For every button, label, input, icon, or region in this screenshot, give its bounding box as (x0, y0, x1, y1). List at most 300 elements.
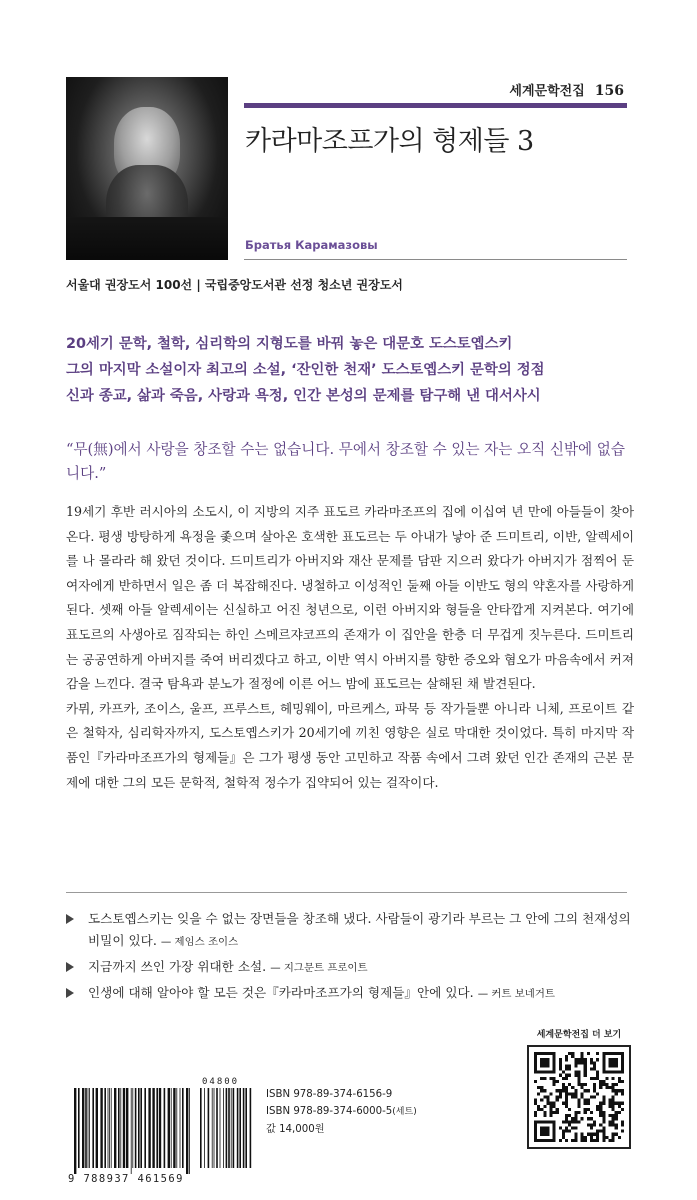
qr-module (621, 1080, 624, 1083)
barcode-bar (204, 1088, 205, 1168)
qr-module (543, 1105, 546, 1108)
qr-module (540, 1126, 543, 1129)
qr-module (612, 1077, 615, 1080)
synopsis (66, 500, 634, 795)
qr-module (615, 1123, 618, 1126)
qr-module (593, 1077, 596, 1080)
qr-module (602, 1117, 605, 1120)
qr-module (615, 1083, 618, 1086)
qr-module (621, 1120, 624, 1123)
qr-module (543, 1061, 546, 1064)
qr-module (565, 1139, 568, 1142)
qr-module (612, 1108, 615, 1111)
qr-module (590, 1117, 593, 1120)
qr-module (599, 1123, 602, 1126)
qr-module (562, 1130, 565, 1133)
qr-module (605, 1052, 608, 1055)
qr-module (602, 1064, 605, 1067)
qr-module (534, 1064, 537, 1067)
qr-module (602, 1139, 605, 1142)
qr-module (574, 1071, 577, 1074)
highlights (66, 331, 545, 409)
qr-module (546, 1099, 549, 1102)
qr-module (621, 1123, 624, 1126)
qr-module (574, 1114, 577, 1117)
qr-module (612, 1120, 615, 1123)
qr-module (612, 1117, 615, 1120)
barcode-bar (180, 1088, 181, 1168)
qr-module (584, 1111, 587, 1114)
qr-module (593, 1123, 596, 1126)
barcode-bar (96, 1088, 98, 1168)
qr-module (574, 1061, 577, 1064)
qr-module (590, 1123, 593, 1126)
qr-module (621, 1071, 624, 1074)
qr-module (621, 1061, 624, 1064)
qr-module (621, 1089, 624, 1092)
barcode-bar (120, 1088, 121, 1168)
qr-module (593, 1068, 596, 1071)
price: 값 14,000원 (266, 1124, 325, 1135)
qr-module (602, 1120, 605, 1123)
qr-module (553, 1071, 556, 1074)
review-item (66, 908, 632, 953)
qr-module (593, 1133, 596, 1136)
qr-module (602, 1068, 605, 1071)
barcode-bar (140, 1088, 142, 1168)
barcode-bar (126, 1088, 128, 1168)
qr-module (618, 1077, 621, 1080)
qr-module (581, 1092, 584, 1095)
qr-module (571, 1139, 574, 1142)
qr-module (556, 1099, 559, 1102)
qr-module (596, 1130, 599, 1133)
qr-module (540, 1077, 543, 1080)
qr-module (584, 1139, 587, 1142)
barcode-bar (168, 1088, 170, 1168)
qr-module (599, 1130, 602, 1133)
qr-module (618, 1102, 621, 1105)
qr-module (546, 1052, 549, 1055)
qr-module (577, 1120, 580, 1123)
qr-module (612, 1095, 615, 1098)
qr-module (562, 1077, 565, 1080)
qr-module (559, 1095, 562, 1098)
series-number: 156 (594, 83, 624, 99)
qr-module (550, 1071, 553, 1074)
qr-module (581, 1095, 584, 1098)
qr-module (550, 1052, 553, 1055)
barcode-bar (200, 1088, 202, 1168)
barcode-bar (100, 1088, 102, 1168)
qr-module (571, 1126, 574, 1129)
qr-module (581, 1136, 584, 1139)
barcode-bar (164, 1088, 166, 1168)
qr-module (584, 1136, 587, 1139)
qr-module (574, 1058, 577, 1061)
review-text: 도스토옙스키는 잊을 수 없는 장면들을 창조해 냈다. 사람들이 광기라 부르는 그 안에 그의 천재성의 비밀이 있다. (88, 911, 631, 948)
barcode-bar (108, 1088, 109, 1168)
qr-module (590, 1058, 593, 1061)
qr-module (534, 1136, 537, 1139)
qr-module (553, 1133, 556, 1136)
qr-module (543, 1089, 546, 1092)
qr-module (599, 1111, 602, 1114)
qr-module (565, 1105, 568, 1108)
isbn-set-line (266, 1103, 417, 1121)
qr-module (605, 1083, 608, 1086)
qr-module (602, 1130, 605, 1133)
qr-module (574, 1111, 577, 1114)
qr-module (593, 1139, 596, 1142)
qr-module (602, 1061, 605, 1064)
qr-module (562, 1120, 565, 1123)
qr-module (540, 1133, 543, 1136)
qr-module (605, 1077, 608, 1080)
qr-module (621, 1058, 624, 1061)
qr-module (550, 1114, 553, 1117)
qr-module (577, 1105, 580, 1108)
qr-module (553, 1080, 556, 1083)
qr-module (596, 1052, 599, 1055)
qr-module (565, 1064, 568, 1067)
qr-module (553, 1061, 556, 1064)
qr-module (608, 1139, 611, 1142)
qr-module (608, 1123, 611, 1126)
qr-module (534, 1080, 537, 1083)
qr-module (565, 1089, 568, 1092)
qr-module (565, 1102, 568, 1105)
barcode-bar (214, 1088, 215, 1168)
qr-module (581, 1061, 584, 1064)
qr-module (602, 1099, 605, 1102)
qr-module (615, 1111, 618, 1114)
qr-module (574, 1126, 577, 1129)
qr-module (543, 1095, 546, 1098)
qr-module (568, 1068, 571, 1071)
qr-module (612, 1058, 615, 1061)
qr-module (581, 1083, 584, 1086)
qr-module (593, 1064, 596, 1067)
qr-module (618, 1089, 621, 1092)
qr-module (587, 1108, 590, 1111)
qr-module (540, 1099, 543, 1102)
barcode-addon-number: 04800 (202, 1077, 240, 1087)
barcode-bar (176, 1088, 177, 1168)
qr-module (568, 1052, 571, 1055)
qr-pattern (534, 1052, 624, 1142)
recommendation-line: 서울대 권장도서 100선 | 국립중앙도서관 선정 청소년 권장도서 (66, 278, 403, 292)
qr-module (612, 1086, 615, 1089)
qr-module (540, 1130, 543, 1133)
qr-module (618, 1105, 621, 1108)
series-name: 세계문학전집 (509, 84, 585, 99)
qr-module (621, 1052, 624, 1055)
qr-module (612, 1064, 615, 1067)
qr-module (568, 1108, 571, 1111)
barcode-bar (85, 1088, 87, 1168)
qr-module (559, 1089, 562, 1092)
qr-module (587, 1099, 590, 1102)
qr-module (590, 1077, 593, 1080)
qr-module (556, 1108, 559, 1111)
qr-module (574, 1133, 577, 1136)
barcode-bar (237, 1088, 239, 1168)
qr-module (568, 1074, 571, 1077)
qr-module (608, 1052, 611, 1055)
qr-module (571, 1095, 574, 1098)
qr-module (540, 1139, 543, 1142)
qr-module (615, 1058, 618, 1061)
qr-module (599, 1105, 602, 1108)
qr-module (553, 1139, 556, 1142)
qr-module (593, 1061, 596, 1064)
qr-module (587, 1133, 590, 1136)
qr-module (602, 1133, 605, 1136)
qr-module (621, 1055, 624, 1058)
barcode-bar (223, 1088, 224, 1168)
qr-module (577, 1083, 580, 1086)
qr-module (553, 1126, 556, 1129)
qr-module (534, 1099, 537, 1102)
qr-module (534, 1126, 537, 1129)
qr-module (577, 1111, 580, 1114)
qr-module (602, 1114, 605, 1117)
qr-module (556, 1089, 559, 1092)
isbn-line: ISBN 978-89-374-6156-9 (266, 1089, 393, 1100)
qr-module (565, 1095, 568, 1098)
qr-module (540, 1061, 543, 1064)
qr-module (590, 1133, 593, 1136)
barcode-bar (208, 1088, 210, 1168)
qr-module (602, 1071, 605, 1074)
isbn-block (266, 1086, 417, 1138)
pull-quote: “무(無)에서 사랑을 창조할 수는 없습니다. 무에서 창조할 수 있는 자는 오직 신밖에 없습니다.” (66, 441, 625, 482)
barcode-bar (182, 1088, 184, 1168)
qr-module (543, 1058, 546, 1061)
qr-module (608, 1120, 611, 1123)
qr-module (605, 1086, 608, 1089)
qr-module (612, 1099, 615, 1102)
qr-module (596, 1077, 599, 1080)
qr-module (612, 1102, 615, 1105)
qr-module (537, 1105, 540, 1108)
qr-module (605, 1136, 608, 1139)
qr-module (550, 1120, 553, 1123)
barcode-number: 9 788937 461569 (68, 1173, 184, 1184)
qr-module (621, 1108, 624, 1111)
qr-module (602, 1102, 605, 1105)
review-author: — 지그문트 프로이트 (270, 962, 368, 974)
qr-module (590, 1136, 593, 1139)
review-author: — 커트 보네거트 (477, 988, 555, 1000)
qr-code[interactable] (527, 1045, 631, 1149)
qr-module (534, 1058, 537, 1061)
qr-module (577, 1080, 580, 1083)
highlight-line: 20세기 문학, 철학, 심리학의 지형도를 바꿔 놓은 대문호 도스토옙스키 (66, 336, 513, 352)
qr-module (543, 1111, 546, 1114)
barcode-bar (152, 1088, 154, 1168)
qr-module (540, 1108, 543, 1111)
qr-module (562, 1136, 565, 1139)
qr-module (556, 1111, 559, 1114)
qr-module (565, 1074, 568, 1077)
barcode-bar (171, 1088, 172, 1168)
qr-module (553, 1123, 556, 1126)
qr-module (584, 1089, 587, 1092)
qr-module (584, 1099, 587, 1102)
qr-module (543, 1052, 546, 1055)
qr-module (565, 1077, 568, 1080)
qr-module (590, 1068, 593, 1071)
barcode-bar (189, 1088, 190, 1174)
qr-module (599, 1086, 602, 1089)
qr-module (540, 1064, 543, 1067)
qr-module (577, 1061, 580, 1064)
review-text: 인생에 대해 알아야 할 모든 것은『카라마조프가의 형제들』안에 있다. (88, 985, 474, 1000)
qr-module (553, 1120, 556, 1123)
qr-module (546, 1064, 549, 1067)
qr-module (608, 1102, 611, 1105)
qr-module (618, 1080, 621, 1083)
qr-module (543, 1077, 546, 1080)
qr-module (562, 1133, 565, 1136)
qr-module (577, 1071, 580, 1074)
qr-module (599, 1102, 602, 1105)
qr-module (543, 1130, 546, 1133)
qr-module (546, 1095, 549, 1098)
qr-module (612, 1105, 615, 1108)
qr-module (568, 1120, 571, 1123)
qr-module (553, 1130, 556, 1133)
qr-module (534, 1133, 537, 1136)
reviews-divider (66, 892, 627, 893)
qr-module (568, 1123, 571, 1126)
barcode-bar (144, 1088, 146, 1168)
qr-module (543, 1064, 546, 1067)
qr-module (608, 1105, 611, 1108)
qr-module (612, 1061, 615, 1064)
qr-module (602, 1058, 605, 1061)
isbn-line: ISBN 978-89-374-6000-5 (266, 1106, 393, 1117)
qr-module (581, 1052, 584, 1055)
barcode-bar (118, 1088, 120, 1168)
qr-module (599, 1083, 602, 1086)
review-text: 지금까지 쓰인 가장 위대한 소설. (88, 959, 267, 974)
qr-module (608, 1058, 611, 1061)
qr-module (602, 1136, 605, 1139)
qr-module (537, 1139, 540, 1142)
qr-module (615, 1126, 618, 1129)
qr-module (543, 1114, 546, 1117)
highlight-line: 그의 마지막 소설이자 최고의 소설, ‘잔인한 천재’ 도스토옙스키 문학의 정점 (66, 362, 545, 378)
qr-module (584, 1102, 587, 1105)
qr-module (562, 1071, 565, 1074)
qr-module (565, 1120, 568, 1123)
qr-module (571, 1052, 574, 1055)
barcode-bar (74, 1088, 76, 1174)
qr-module (553, 1102, 556, 1105)
qr-module (612, 1136, 615, 1139)
qr-module (568, 1114, 571, 1117)
portrait-coat (66, 217, 228, 260)
qr-module (546, 1071, 549, 1074)
qr-module (534, 1111, 537, 1114)
book-title: 카라마조프가의 형제들 3 (245, 126, 534, 157)
qr-module (568, 1083, 571, 1086)
qr-module (621, 1130, 624, 1133)
qr-module (584, 1083, 587, 1086)
qr-module (615, 1089, 618, 1092)
qr-module (553, 1052, 556, 1055)
qr-module (534, 1114, 537, 1117)
qr-module (621, 1068, 624, 1071)
qr-module (615, 1114, 618, 1117)
qr-module (553, 1136, 556, 1139)
qr-module (596, 1058, 599, 1061)
qr-module (577, 1077, 580, 1080)
qr-module (571, 1055, 574, 1058)
qr-module (581, 1139, 584, 1142)
barcode-bar (239, 1088, 241, 1168)
qr-module (618, 1071, 621, 1074)
barcode-bar (88, 1088, 89, 1168)
qr-module (559, 1064, 562, 1067)
qr-module (562, 1102, 565, 1105)
qr-module (590, 1061, 593, 1064)
qr-module (540, 1086, 543, 1089)
qr-module (590, 1139, 593, 1142)
qr-module (550, 1111, 553, 1114)
qr-module (543, 1071, 546, 1074)
qr-module (537, 1120, 540, 1123)
qr-module (596, 1136, 599, 1139)
review-item (66, 982, 632, 1005)
qr-module (546, 1139, 549, 1142)
barcode-bar (228, 1088, 230, 1168)
qr-module (615, 1133, 618, 1136)
barcode-bar (212, 1088, 213, 1168)
qr-module (593, 1089, 596, 1092)
qr-label: 세계문학전집 더 보기 (536, 1030, 622, 1040)
qr-module (574, 1095, 577, 1098)
qr-module (612, 1089, 615, 1092)
barcode-bar (186, 1088, 188, 1174)
author-portrait (66, 77, 228, 260)
qr-module (537, 1071, 540, 1074)
barcode-bar (92, 1088, 94, 1168)
qr-module (565, 1099, 568, 1102)
qr-module (584, 1108, 587, 1111)
barcode-bar (114, 1088, 116, 1168)
qr-module (584, 1061, 587, 1064)
qr-module (565, 1117, 568, 1120)
barcode-bar (226, 1088, 228, 1168)
bullet-triangle-icon (66, 914, 74, 924)
qr-module (593, 1086, 596, 1089)
qr-module (550, 1077, 553, 1080)
qr-module (621, 1092, 624, 1095)
barcode-bar (131, 1088, 132, 1174)
qr-module (537, 1086, 540, 1089)
qr-module (543, 1133, 546, 1136)
qr-module (571, 1086, 574, 1089)
qr-module (577, 1102, 580, 1105)
qr-module (577, 1058, 580, 1061)
qr-module (553, 1105, 556, 1108)
barcode-bar (216, 1088, 218, 1168)
qr-module (534, 1130, 537, 1133)
